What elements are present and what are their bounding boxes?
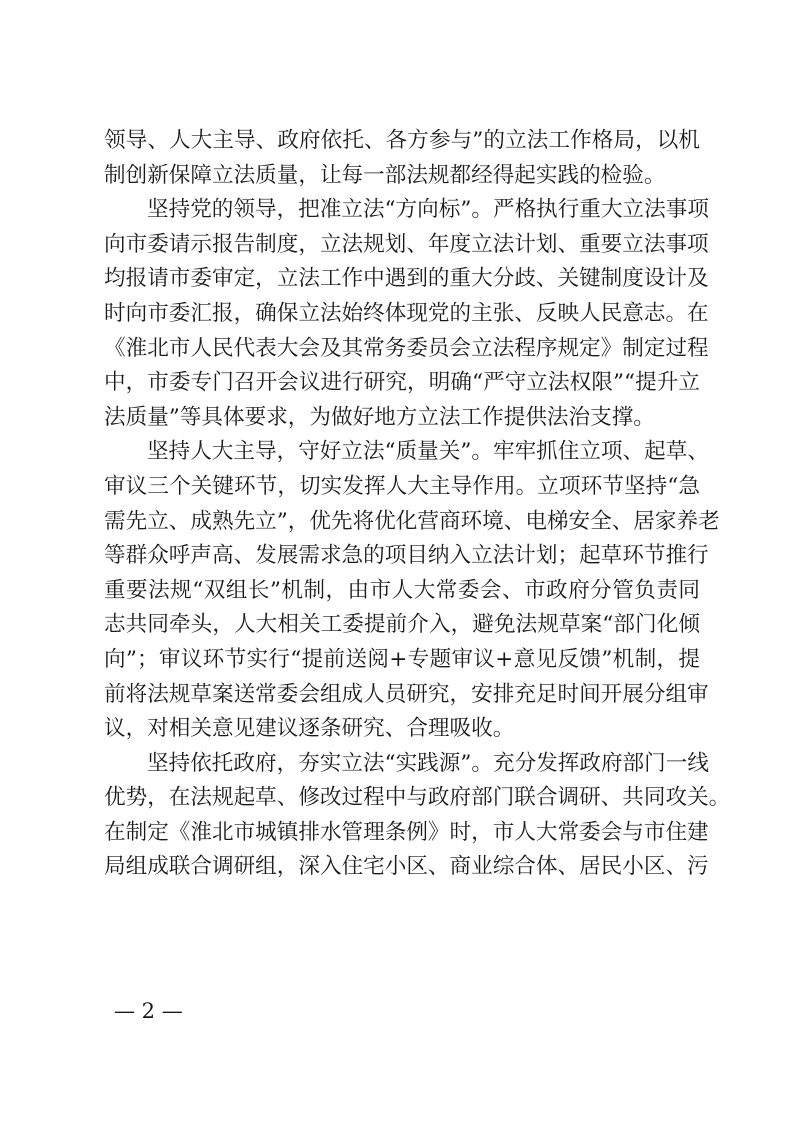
text-line: 在制定《淮北市城镇排水管理条例》时，市人大常委会与市住建 <box>104 819 709 845</box>
text-line: 坚持党的领导，把准立法“方向标”。严格执行重大立法事项 <box>147 197 709 223</box>
text-line: 中，市委专门召开会议进行研究，明确“严守立法权限”“提升立 <box>104 370 700 396</box>
text-line: 《淮北市人民代表大会及其常务委员会立法程序规定》制定过程 <box>104 335 709 361</box>
text-line: 优势，在法规起草、修改过程中与政府部门联合调研、共同攻关。 <box>104 785 731 811</box>
page-number: — 2 — <box>114 999 183 1023</box>
document-body <box>104 124 731 885</box>
text-line: 坚持人大主导，守好立法“质量关”。牢牢抓住立项、起草、 <box>147 439 709 465</box>
text-line: 前将法规草案送常委会组成人员研究，安排充足时间开展分组审 <box>104 681 709 707</box>
text-line: 法质量”等具体要求，为做好地方立法工作提供法治支撑。 <box>104 404 655 430</box>
text-line: 志共同牵头，人大相关工委提前介入，避免法规草案“部门化倾 <box>104 612 700 638</box>
text-line: 向市委请示报告制度，立法规划、年度立法计划、重要立法事项 <box>104 231 709 257</box>
text-line: 时向市委汇报，确保立法始终体现党的主张、反映人民意志。在 <box>104 300 709 326</box>
text-line: 局组成联合调研组，深入住宅小区、商业综合体、居民小区、污 <box>104 854 709 880</box>
text-line: 等群众呼声高、发展需求急的项目纳入立法计划；起草环节推行 <box>104 543 709 569</box>
text-line: 重要法规“双组长”机制，由市人大常委会、市政府分管负责同 <box>104 577 700 603</box>
text-line: 制创新保障立法质量，让每一部法规都经得起实践的检验。 <box>104 162 666 188</box>
text-line: 均报请市委审定，立法工作中遇到的重大分歧、关键制度设计及 <box>104 266 709 292</box>
text-line: 议，对相关意见建议逐条研究、合理吸收。 <box>104 716 515 742</box>
text-line: 领导、人大主导、政府依托、各方参与”的立法工作格局，以机 <box>104 128 700 153</box>
text-line: 坚持依托政府，夯实立法“实践源”。充分发挥政府部门一线 <box>147 750 709 776</box>
text-line: 需先立、成熟先立”，优先将优化营商环境、电梯安全、居家养老 <box>104 508 720 534</box>
text-line: 审议三个关键环节，切实发挥人大主导作用。立项环节坚持“急 <box>104 473 700 499</box>
text-line: 向”；审议环节实行“提前送阅+专题审议+意见反馈”机制，提 <box>104 646 700 672</box>
